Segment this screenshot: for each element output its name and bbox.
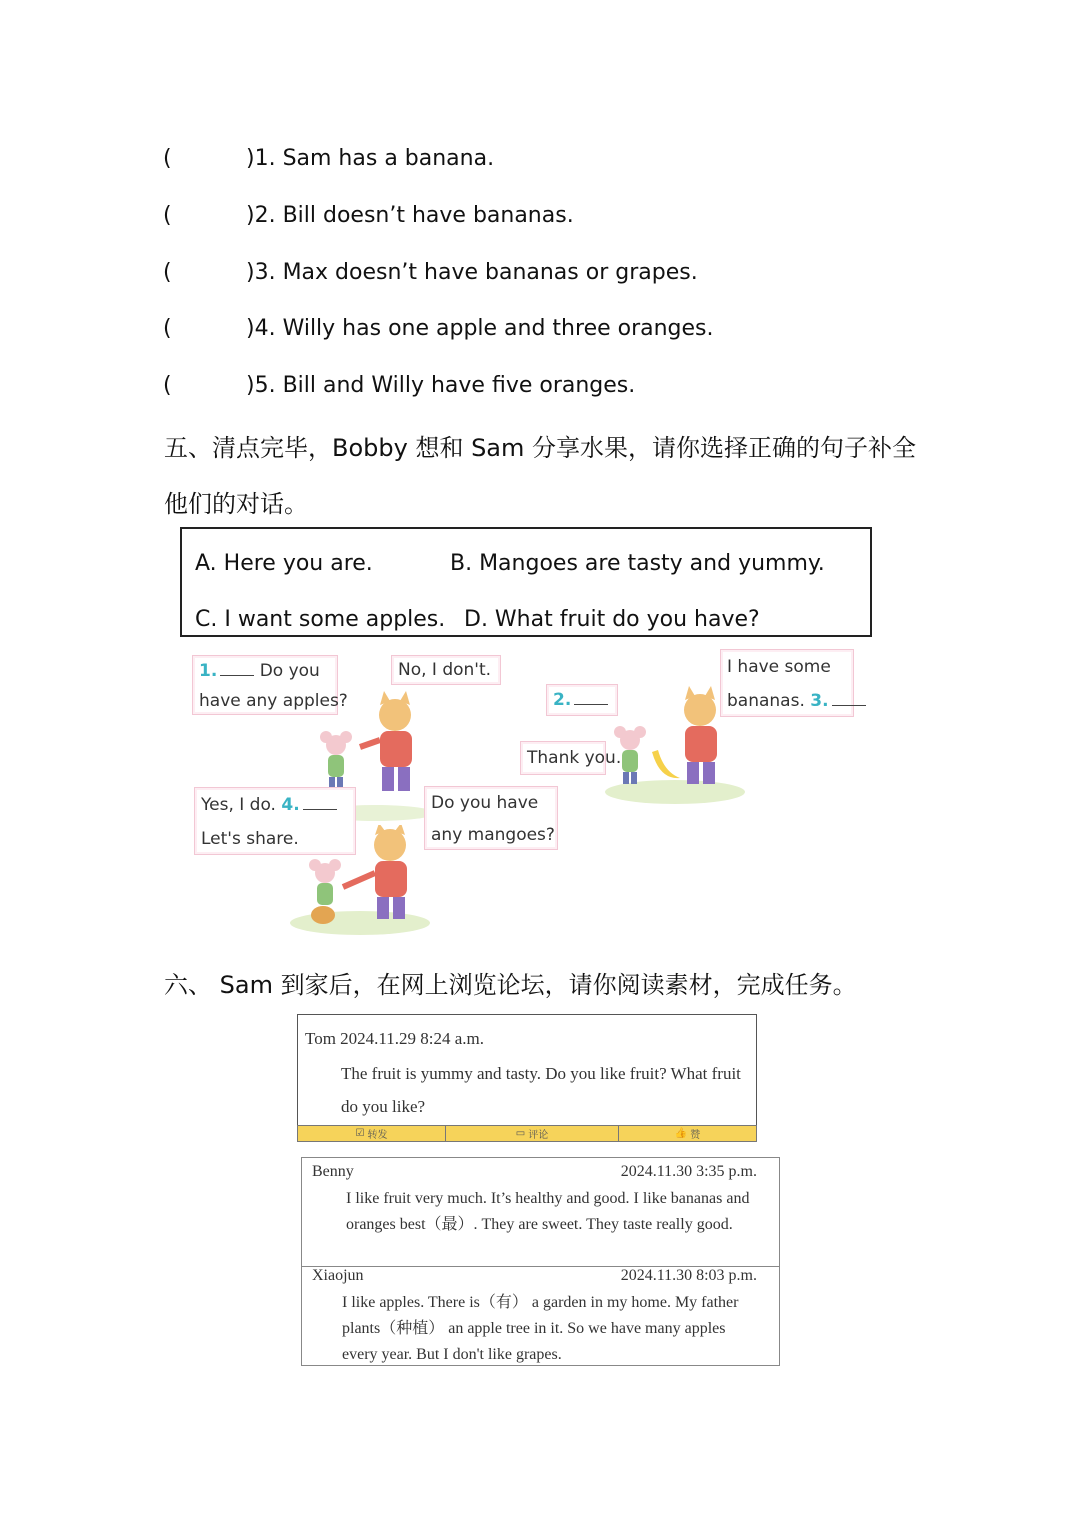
options-box	[180, 527, 872, 637]
bubble-text: Yes, I do.	[201, 795, 276, 815]
speech-bubble-thank	[520, 741, 622, 775]
bubble-text: any mangoes?	[431, 825, 555, 845]
forum-post	[297, 1014, 757, 1142]
tf-item-text: )2. Bill doesn’t have bananas.	[246, 203, 574, 228]
answer-paren: (	[163, 316, 172, 341]
reply-body: I like fruit very much. It’s healthy and good. I like bananas and oranges best（最）. They are sweet. They taste really good.	[346, 1190, 750, 1233]
share-icon: ☑	[355, 1128, 365, 1139]
cat-icon	[684, 686, 717, 784]
comment-icon: ▭	[515, 1128, 526, 1139]
like-label: 赞	[690, 1130, 701, 1141]
section6-heading: 六、 Sam 到家后，在网上浏览论坛，请你阅读素材，完成任务。	[164, 971, 857, 999]
answer-paren: (	[163, 146, 172, 171]
comment-button[interactable]	[446, 1126, 619, 1141]
bubble-text: Thank you.	[527, 748, 622, 768]
blank-number: 2.	[553, 690, 572, 710]
speech-bubble-3	[720, 649, 854, 717]
reply-time: 2024.11.30 3:35 p.m.	[620, 1163, 757, 1180]
blank-number: 3.	[810, 691, 829, 711]
banana-icon	[652, 750, 680, 778]
tf-item-text: )3. Max doesn’t have bananas or grapes.	[246, 260, 698, 285]
tf-item-text: )4. Willy has one apple and three oranges.	[246, 316, 714, 341]
section5-heading-line1: 五、清点完毕，Bobby 想和 Sam 分享水果，请你选择正确的句子补全	[164, 434, 917, 462]
answer-blank	[220, 661, 254, 676]
comment-label: 评论	[528, 1130, 549, 1141]
share-button[interactable]	[298, 1126, 446, 1141]
tf-item-text: )1. Sam has a banana.	[246, 146, 495, 171]
answer-blank	[574, 690, 608, 705]
bubble-text: bananas.	[727, 691, 805, 711]
option-b: B. Mangoes are tasty and yummy.	[450, 551, 825, 576]
answer-blank	[832, 691, 866, 706]
bubble-text: No, I don't.	[398, 660, 492, 680]
option-d: D. What fruit do you have?	[464, 607, 760, 632]
option-c: C. I want some apples.	[195, 607, 446, 632]
bubble-text: Do you have	[431, 793, 539, 813]
answer-paren: (	[163, 373, 172, 398]
bubble-text: I have some	[727, 657, 831, 677]
bubble-text: Do you	[259, 661, 320, 681]
mouse-icon	[320, 731, 352, 789]
reply-time: 2024.11.30 8:03 p.m.	[620, 1267, 757, 1284]
basket-icon	[311, 906, 335, 924]
answer-paren: (	[163, 203, 172, 228]
reply-body: I like apples. There is（有） a garden in my home. My father plants（种植） an apple tree in it. So we have many apples every year. But I don't like grapes.	[342, 1294, 739, 1363]
thumbs-up-icon: 👍	[674, 1128, 688, 1139]
bubble-text: have any apples?	[199, 691, 348, 711]
answer-paren: (	[163, 260, 172, 285]
post-header: Tom 2024.11.29 8:24 a.m.	[305, 1029, 485, 1048]
cat-icon	[360, 691, 412, 791]
speech-bubble-4	[194, 787, 356, 855]
speech-bubble-no	[391, 655, 501, 685]
bubble-text: Let's share.	[201, 829, 299, 849]
blank-number: 4.	[281, 795, 300, 815]
reply-author: Benny	[312, 1163, 354, 1180]
blank-number: 1.	[199, 661, 218, 681]
speech-bubble-1	[192, 655, 348, 715]
share-label: 转发	[367, 1130, 388, 1141]
like-button[interactable]	[619, 1126, 756, 1141]
speech-bubble-2	[546, 684, 618, 716]
reply-author: Xiaojun	[312, 1267, 364, 1284]
answer-blank	[303, 795, 337, 810]
tf-item-text: )5. Bill and Willy have five oranges.	[246, 373, 636, 398]
mouse-icon	[309, 859, 341, 905]
forum-replies	[301, 1157, 780, 1366]
post-body: The fruit is yummy and tasty. Do you like fruit? What fruit do you like?	[341, 1064, 741, 1116]
post-action-bar	[297, 1125, 757, 1142]
option-a: A. Here you are.	[195, 551, 373, 576]
section5-heading-line2: 他们的对话。	[164, 490, 308, 518]
speech-bubble-mango	[424, 786, 558, 850]
